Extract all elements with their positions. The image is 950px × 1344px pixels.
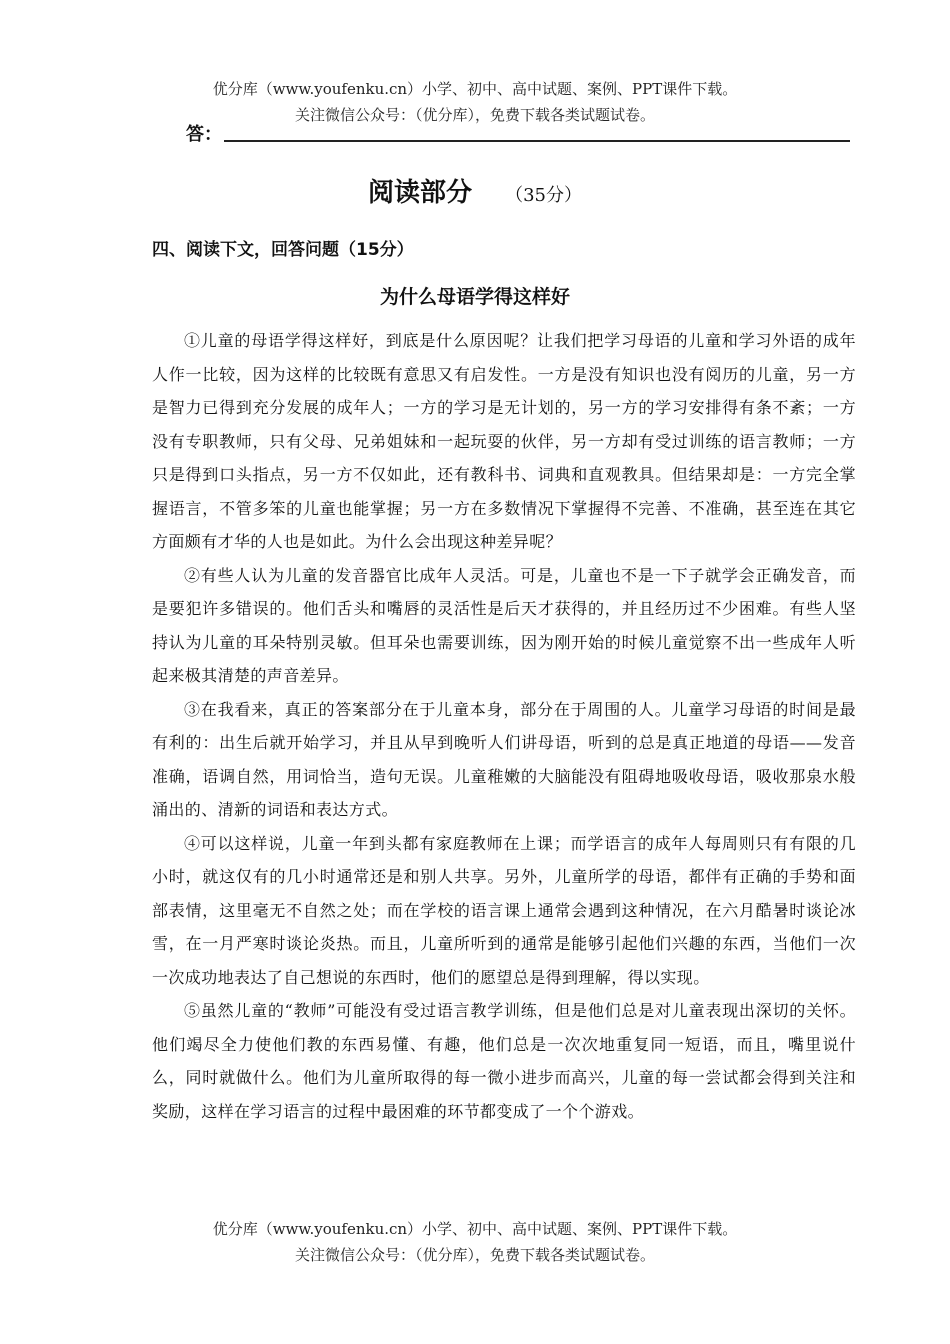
- article-paragraph-5: ⑤虽然儿童的“教师”可能没有受过语言教学训练，但是他们总是对儿童表现出深切的关怀。他们竭尽全力使他们教的东西易懂、有趣，他们总是一次次地重复同一短语，而且，嘴里说什么，同时就做什么。他们为儿童所取得的每一微小进步而高兴，儿童的每一尝试都会得到关注和奖励，这样在学习语言的过程中最困难的环节都变成了一个个游戏。: [152, 1001, 856, 1121]
- question-heading: 四、阅读下文，回答问题（15分）: [152, 240, 414, 260]
- section-score: （35分）: [505, 185, 582, 206]
- watermark-header: [0, 76, 950, 128]
- article-paragraph-2: ②有些人认为儿童的发音器官比成年人灵活。可是，儿童也不是一下子就学会正确发音，而是要犯许多错误的。他们舌头和嘴唇的灵活性是后天才获得的，并且经历过不少困难。有些人坚持认为儿童的耳朵特别灵敏。但耳朵也需要训练，因为刚开始的时候儿童觉察不出一些成年人听起来极其清楚的声音差异。: [152, 565, 856, 685]
- article-paragraph-4: ④可以这样说，儿童一年到头都有家庭教师在上课；而学语言的成年人每周则只有有限的几小时，就这仅有的几小时通常还是和别人共享。另外，儿童所学的母语，都伴有正确的手势和面部表情，这里毫无不自然之处；而在学校的语言课上通常会遇到这种情况，在六月酷暑时谈论冰雪，在一月严寒时谈论炎热。而且，儿童所听到的通常是能够引起他们兴趣的东西，当他们一次一次成功地表达了自己想说的东西时，他们的愿望总是得到理解，得以实现。: [152, 833, 856, 987]
- watermark-header-line1: 优分库（www.youfenku.cn）小学、初中、高中试题、案例、PPT课件下载。: [212, 80, 738, 98]
- answer-row: [186, 124, 850, 148]
- answer-line: [224, 140, 850, 142]
- article-paragraph-1: ①儿童的母语学得这样好，到底是什么原因呢？让我们把学习母语的儿童和学习外语的成年人作一比较，因为这样的比较既有意思又有启发性。一方是没有知识也没有阅历的儿童，另一方是智力已得到充分发展的成年人；一方的学习是无计划的，另一方的学习安排得有条不紊；一方没有专职教师，只有父母、兄弟姐妹和一起玩耍的伙伴，另一方却有受过训练的语言教师；一方只是得到口头指点，另一方不仅如此，还有教科书、词典和直观教具。但结果却是：一方完全掌握语言，不管多笨的儿童也能掌握；另一方在多数情况下掌握得不完善、不准确，甚至连在其它方面颇有才华的人也是如此。为什么会出现这种差异呢？: [152, 331, 856, 551]
- article-paragraph-3: ③在我看来，真正的答案部分在于儿童本身，部分在于周围的人。儿童学习母语的时间是最有利的：出生后就开始学习，并且从早到晚听人们讲母语，听到的总是真正地道的母语——发音准确，语调自然，用词恰当，造句无误。儿童稚嫩的大脑能没有阻碍地吸收母语，吸收那泉水般涌出的、清新的词语和表达方式。: [152, 699, 856, 819]
- article-title: 为什么母语学得这样好: [379, 286, 570, 308]
- answer-label: 答：: [186, 124, 222, 145]
- watermark-footer: [0, 1216, 950, 1268]
- section-title-text: 阅读部分: [367, 178, 472, 208]
- article-body: [152, 324, 856, 1128]
- watermark-header-line2: 关注微信公众号：（优分库），免费下载各类试题试卷。: [294, 106, 655, 124]
- watermark-footer-line2: 关注微信公众号：（优分库），免费下载各类试题试卷。: [294, 1246, 655, 1264]
- watermark-footer-line1: 优分库（www.youfenku.cn）小学、初中、高中试题、案例、PPT课件下载。: [212, 1220, 738, 1238]
- section-title: [0, 176, 950, 213]
